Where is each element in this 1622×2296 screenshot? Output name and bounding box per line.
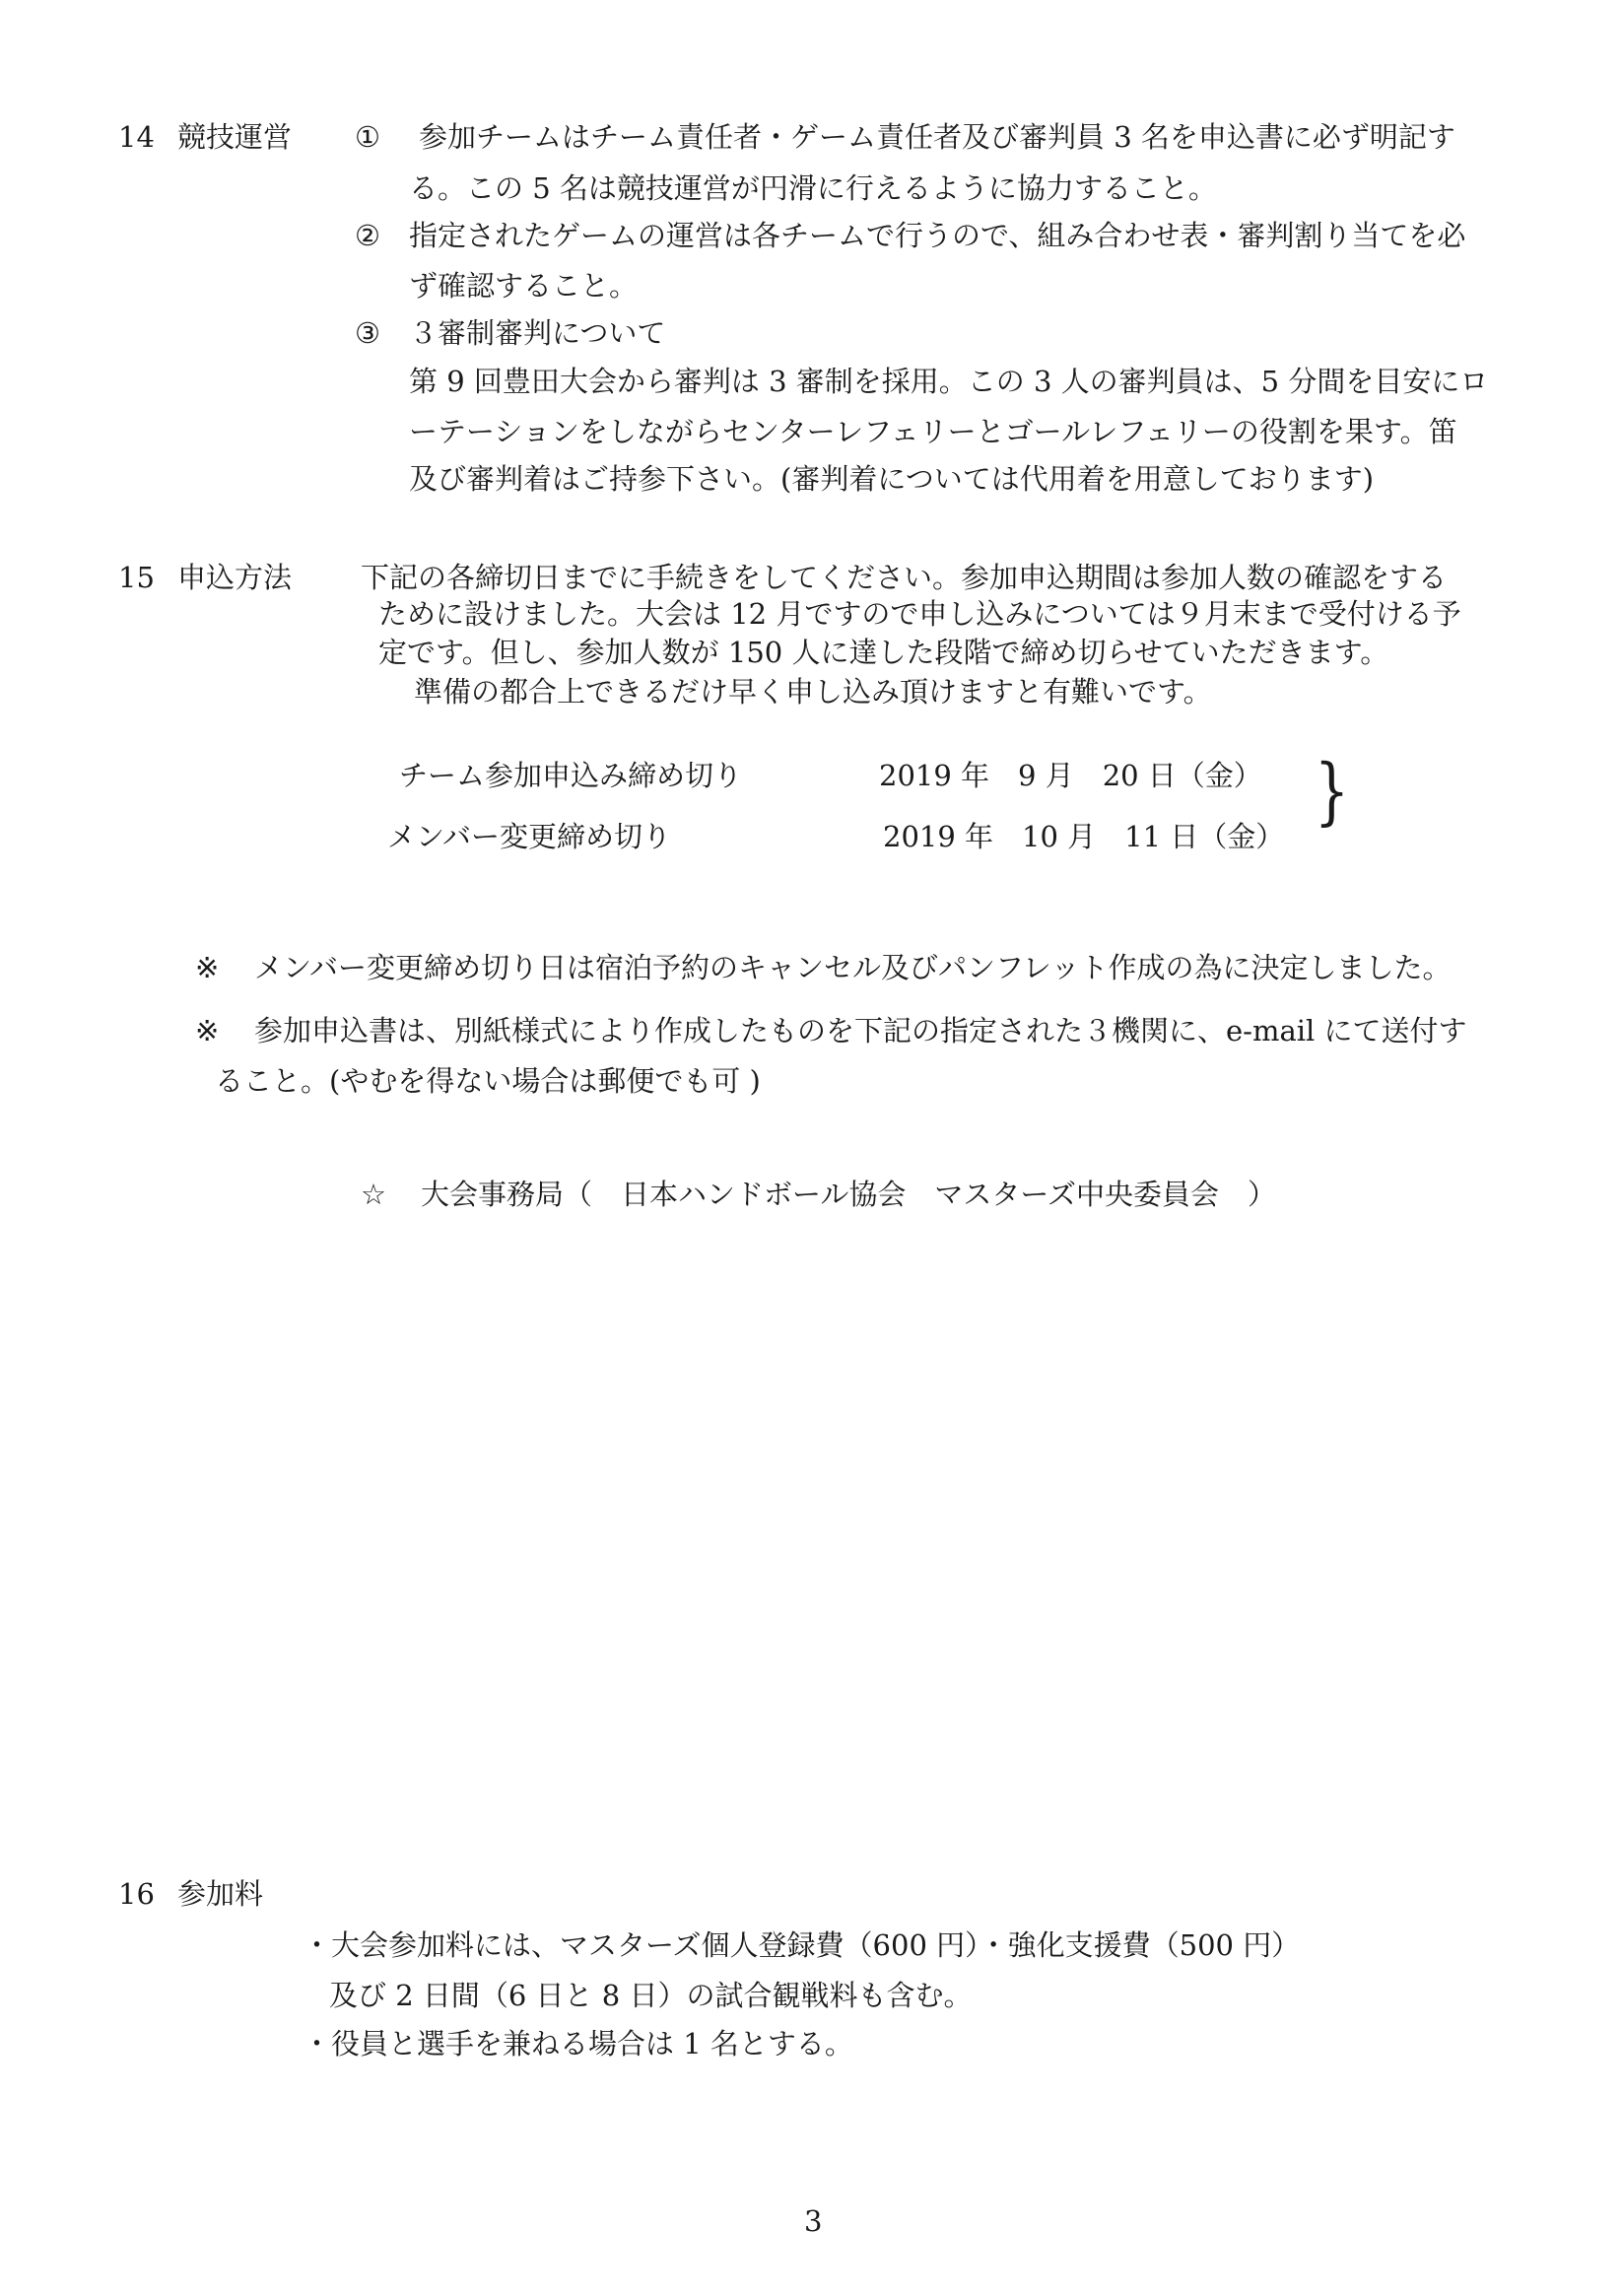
section-14-item-1-line-2: る。この 5 名は競技運営が円滑に行えるように協力すること。 (409, 171, 1217, 205)
deadline-label-team-entry: チーム参加申込み締め切り (399, 759, 743, 792)
section-14-item-3-line-3: 及び審判着はご持参下さい。(審判着については代用着を用意しております) (409, 462, 1375, 496)
section-16-number: 16 (118, 1877, 155, 1911)
page-number: 3 (804, 2204, 823, 2238)
note-1-mark: ※ (195, 951, 220, 984)
section-14-item-3-title: ３審制審判について (409, 316, 666, 350)
section-14-item-3-marker: ③ (355, 316, 380, 350)
fee-bullet-2: ・役員と選手を兼ねる場合は 1 名とする。 (303, 2027, 853, 2060)
note-1-text: メンバー変更締め切り日は宿泊予約のキャンセル及びパンフレット作成の為に決定しました。 (254, 951, 1452, 984)
section-15-title: 申込方法 (177, 561, 293, 594)
section-14-number: 14 (118, 120, 155, 154)
section-14-item-2-marker: ② (355, 219, 380, 252)
fee-bullet-1-line-1: ・大会参加料には、マスターズ個人登録費（600 円）・強化支援費（500 円） (303, 1928, 1301, 1962)
section-14-item-2-line-2: ず確認すること。 (409, 269, 639, 303)
section-14-item-1-line-1: 参加チームはチーム責任者・ゲーム責任者及び審判員 3 名を申込書に必ず明記す (419, 120, 1455, 154)
office-text: 大会事務局（ 日本ハンドボール協会 マスターズ中央委員会 ） (421, 1178, 1276, 1211)
deadline-label-member-change: メンバー変更締め切り (387, 820, 671, 853)
section-14-title: 競技運営 (177, 120, 293, 154)
fee-bullet-1-line-2: 及び 2 日間（6 日と 8 日）の試合観戦料も含む。 (329, 1979, 973, 2012)
note-2-mark: ※ (195, 1014, 220, 1047)
section-14-item-3-line-1: 第 9 回豊田大会から審判は 3 審制を採用。この 3 人の審判員は、5 分間を目安にロ (409, 365, 1489, 398)
deadline-date-member-change: 2019 年 10 月 11 日（金） (883, 820, 1285, 853)
office-star-mark: ☆ (361, 1178, 386, 1211)
section-15-paragraph-line-1: 下記の各締切日までに手続きをしてください。参加申込期間は参加人数の確認をする (361, 561, 1448, 594)
section-15-paragraph-line-4: 準備の都合上できるだけ早く申し込み頂けますと有難いです。 (414, 675, 1212, 709)
section-14-item-3-line-2: ーテーションをしながらセンターレフェリーとゴールレフェリーの役割を果す。笛 (409, 415, 1457, 448)
section-14-item-1-marker: ① (355, 120, 380, 154)
deadline-brace: } (1314, 749, 1350, 834)
section-14-item-2-line-1: 指定されたゲームの運営は各チームで行うので、組み合わせ表・審判割り当てを必 (409, 219, 1466, 252)
section-15-paragraph-line-2: ために設けました。大会は 12 月ですので申し込みについては９月末まで受付ける予 (378, 597, 1461, 631)
deadline-date-team-entry: 2019 年 9 月 20 日（金） (879, 759, 1262, 792)
note-2-line-2: ること。(やむを得ない場合は郵便でも可 ) (215, 1064, 761, 1098)
note-2-line-1: 参加申込書は、別紙様式により作成したものを下記の指定された３機関に、e-mail にて送付す (254, 1014, 1467, 1047)
section-15-paragraph-line-3: 定です。但し、参加人数が 150 人に達した段階で締め切らせていただきます。 (378, 636, 1389, 669)
section-15-number: 15 (118, 561, 155, 594)
section-16-title: 参加料 (177, 1877, 264, 1911)
